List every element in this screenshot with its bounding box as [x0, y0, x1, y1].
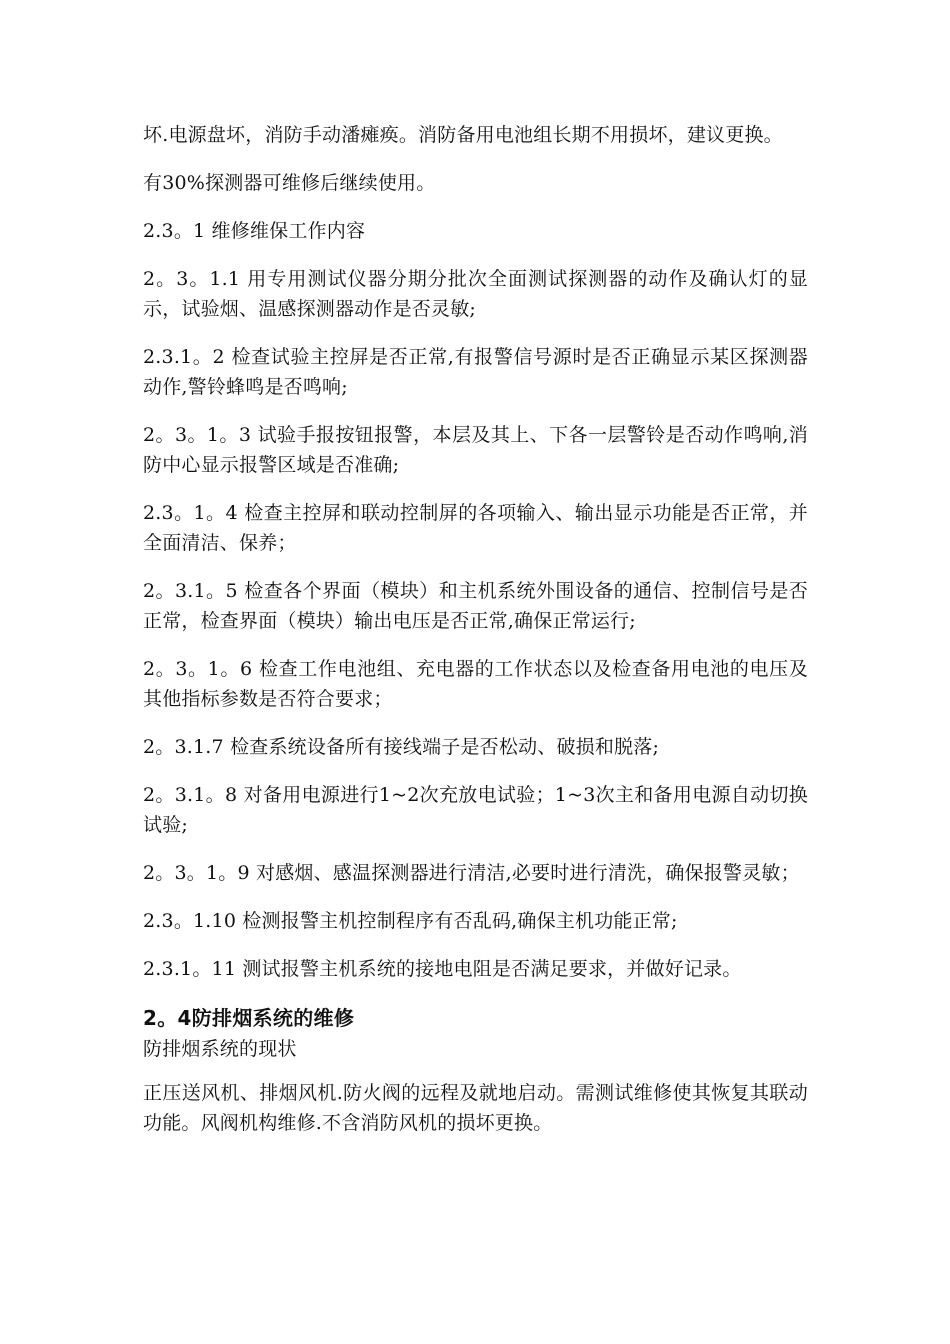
item-2-3-1-3: 2。3。1。3 试验手报按钮报警，本层及其上、下各一层警铃是否动作鸣响,消防中心显示报警区域是否准确; [143, 424, 808, 476]
item-2-3-1-5: 2。3.1。5 检查各个界面（模块）和主机系统外围设备的通信、控制信号是否正常，检查界面（模块）输出电压是否正常,确保正常运行; [143, 580, 808, 632]
item-2-3-1-7: 2。3.1.7 检查系统设备所有接线端子是否松动、破损和脱落; [143, 736, 660, 758]
item-2-3-1-8: 2。3.1。8 对备用电源进行1~2次充放电试验；1~3次主和备用电源自动切换试验; [143, 784, 808, 836]
section-subheading: 防排烟系统的现状 [143, 1038, 297, 1060]
item-2-3-1-2: 2.3.1。2 检查试验主控屏是否正常,有报警信号源时是否正确显示某区探测器动作,警铃蜂鸣是否鸣响; [143, 346, 808, 398]
paragraph-power-failure: 坏.电源盘坏，消防手动潘瘫痪。消防备用电池组长期不用损坏，建议更换。 [143, 124, 783, 146]
paragraph-detector-reuse: 有30%探测器可维修后继续使用。 [143, 172, 436, 194]
section-title-2-3-1: 2.3。1 维修维保工作内容 [143, 220, 366, 242]
document-body [143, 120, 808, 1156]
item-2-3-1-4: 2.3。1。4 检查主控屏和联动控制屏的各项输入、输出显示功能是否正常，并全面清洁、保养； [143, 502, 808, 554]
paragraph-smoke-system-status: 正压送风机、排烟风机.防火阀的远程及就地启动。需测试维修使其恢复其联动功能。风阀机构维修.不含消防风机的损坏更换。 [143, 1082, 808, 1134]
item-2-3-1-10: 2.3。1.10 检测报警主机控制程序有否乱码,确保主机功能正常; [143, 910, 678, 932]
item-2-3-1-6: 2。3。1。6 检查工作电池组、充电器的工作状态以及检查备用电池的电压及其他指标参数是否符合要求； [143, 658, 808, 710]
section-heading-2-4: 2。4防排烟系统的维修 [143, 1006, 355, 1030]
item-2-3-1-11: 2.3.1。11 测试报警主机系统的接地电阻是否满足要求，并做好记录。 [143, 958, 742, 980]
item-2-3-1-1: 2。3。1.1 用专用测试仪器分期分批次全面测试探测器的动作及确认灯的显示，试验烟、温感探测器动作是否灵敏; [143, 268, 808, 320]
item-2-3-1-9: 2。3。1。9 对感烟、感温探测器进行清洁,必要时进行清洗，确保报警灵敏； [143, 862, 800, 884]
